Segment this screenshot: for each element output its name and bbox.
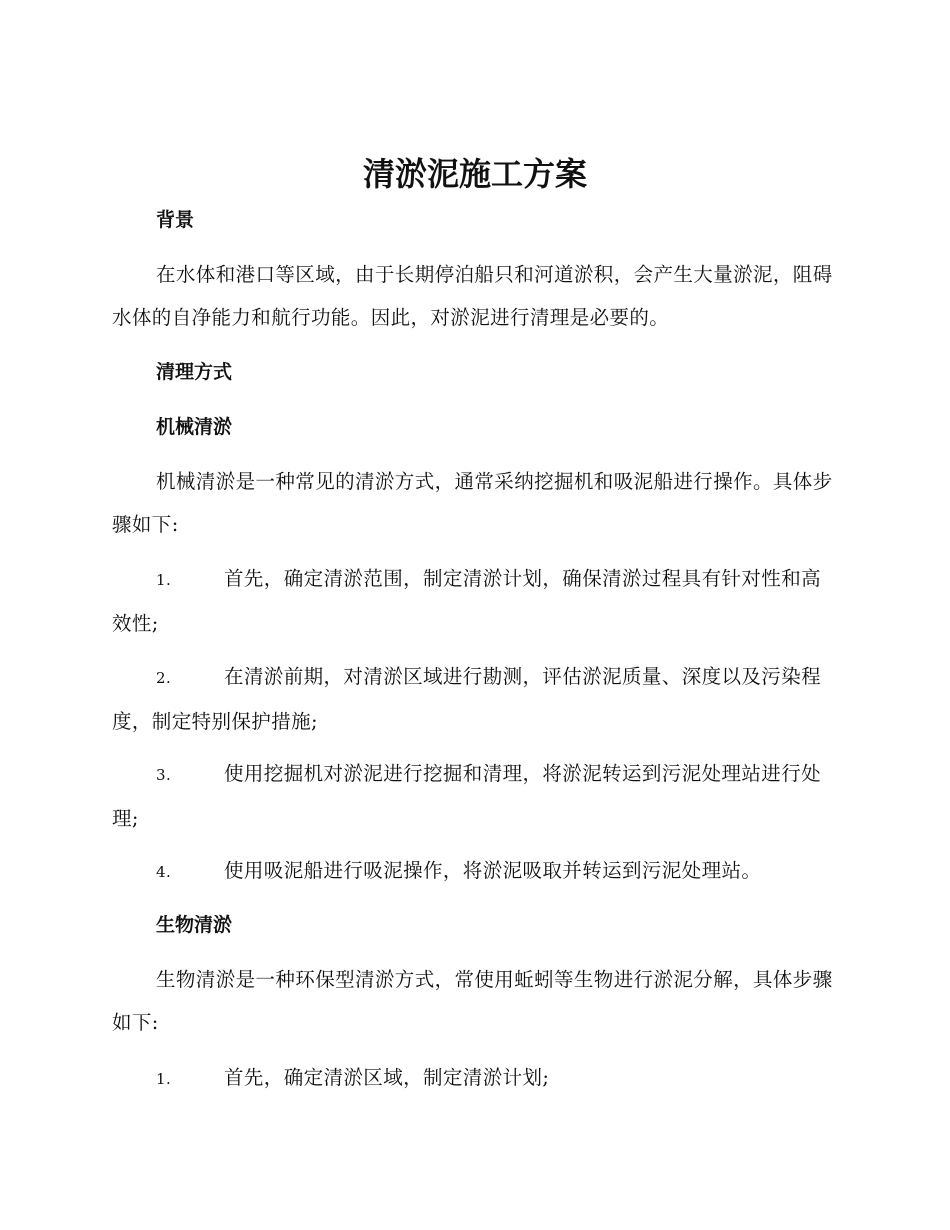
list-number: 4.: [156, 863, 172, 881]
list-item: [112, 752, 838, 840]
list-item-text: 首先，确定清淤区域，制定清淤计划;: [224, 1066, 550, 1089]
list-item-text: 使用吸泥船进行吸泥操作，将淤泥吸取并转运到污泥处理站。: [224, 859, 762, 882]
background-paragraph: 在水体和港口等区域，由于长期停泊船只和河道淤积，会产生大量淤泥，阻碍水体的自净能力和航行功能。因此，对淤泥进行清理是必要的。: [112, 263, 833, 329]
document-title: 清淤泥施工方案: [362, 155, 587, 193]
section-heading-background: 背景: [156, 209, 195, 231]
section-heading-biological: 生物清淤: [156, 914, 233, 936]
list-number: 1.: [156, 1070, 172, 1088]
list-number: 1.: [156, 571, 172, 589]
list-item: [112, 1056, 838, 1101]
list-item-text: 首先，确定清淤范围，制定清淤计划，确保清淤过程具有针对性和高效性;: [112, 567, 822, 635]
list-item-text: 使用挖掘机对淤泥进行挖掘和清理，将淤泥转运到污泥处理站进行处理;: [112, 762, 822, 830]
list-item: [112, 557, 838, 645]
list-item: [112, 655, 838, 743]
list-item: [112, 849, 838, 894]
list-number: 2.: [156, 669, 172, 687]
section-heading-methods: 清理方式: [156, 361, 233, 383]
mechanical-intro-paragraph: 机械清淤是一种常见的清淤方式，通常采纳挖掘机和吸泥船进行操作。具体步骤如下:: [112, 470, 833, 536]
biological-intro-paragraph: 生物清淤是一种环保型清淤方式，常使用蚯蚓等生物进行淤泥分解，具体步骤如下:: [112, 968, 833, 1034]
list-item-text: 在清淤前期，对清淤区域进行勘测，评估淤泥质量、深度以及污染程度，制定特别保护措施;: [112, 665, 822, 733]
section-heading-mechanical: 机械清淤: [156, 416, 233, 438]
list-number: 3.: [156, 766, 172, 784]
